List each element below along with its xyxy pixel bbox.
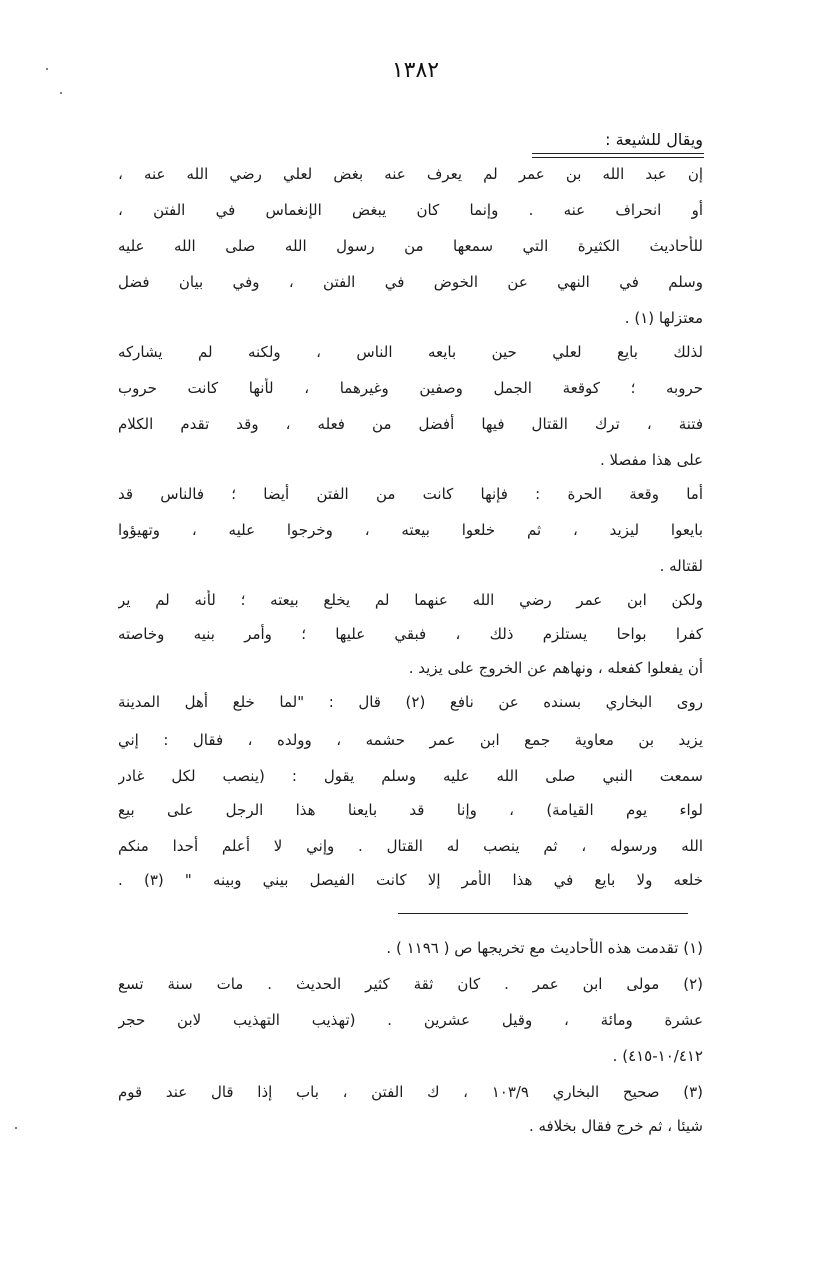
body-line: أن يفعلوا كفعله ، ونهاهم عن الخروج على يزيد . [408, 659, 703, 677]
body-line: فتنة ، ترك القتال فيها أفضل من فعله ، وقد تقدم الكلام [118, 415, 703, 433]
body-line: لواء يوم القيامة) ، وإنا قد بايعنا هذا الرجل على بيع [118, 801, 703, 819]
section-heading: ويقال للشيعة : [605, 130, 703, 149]
body-line: كفرا بواحا يستلزم ذلك ، فبقي عليها ؛ وأمر بنيه وخاصته [118, 625, 703, 643]
body-line: خلعه ولا بايع في هذا الأمر إلا كانت الفيصل بيني وبينه " (٣) . [118, 871, 703, 889]
body-line: أو انحراف عنه . وإنما كان يبغض الإنغماس في الفتن ، [118, 201, 703, 219]
footnote-separator [398, 913, 688, 914]
body-line: حروبه ؛ كوقعة الجمل وصفين وغيرهما ، لأنها كانت حروب [118, 379, 703, 397]
footnote-line: ١٠/٤١٢-٤١٥) . [612, 1047, 703, 1065]
heading-underline [532, 153, 704, 154]
footnote-line: شيئا ، ثم خرج فقال بخلافه . [528, 1117, 703, 1135]
body-line: معتزلها (١) . [624, 309, 703, 327]
footnote-line: عشرة ومائة ، وقيل عشرين . (تهذيب التهذيب لابن حجر [118, 1011, 703, 1029]
body-line: إن عبد الله بن عمر لم يعرف عنه بغض لعلي رضي الله عنه ، [118, 165, 703, 183]
body-line: يزيد بن معاوية جمع ابن عمر حشمه ، وولده ، فقال : إني [118, 731, 703, 749]
scan-speck [60, 92, 62, 94]
body-line: روى البخاري بسنده عن نافع (٢) قال : "لما خلع أهل المدينة [118, 693, 703, 711]
body-line: سمعت النبي صلى الله عليه وسلم يقول : (ينصب لكل غادر [118, 767, 703, 785]
body-line: لذلك بايع لعلي حين بايعه الناس ، ولكنه لم يشاركه [118, 343, 703, 361]
footnote-line: (٢) مولى ابن عمر . كان ثقة كثير الحديث . مات سنة تسع [118, 975, 703, 993]
body-line: الله ورسوله ، ثم ينصب له القتال . وإني لا أعلم أحدا منكم [118, 837, 703, 855]
page-number: ١٣٨٢ [391, 58, 440, 83]
body-line: ولكن ابن عمر رضي الله عنهما لم يخلع بيعته ؛ لأنه لم ير [118, 591, 703, 609]
footnote-line: (٣) صحيح البخاري ١٠٣/٩ ، ك الفتن ، باب إذا قال عند قوم [118, 1083, 703, 1101]
body-line: على هذا مفصلا . [599, 451, 703, 469]
footnote-line: (١) تقدمت هذه الأحاديث مع تخريجها ص ( ١١٩٦ ) . [386, 939, 703, 957]
body-line: لقتاله . [659, 557, 703, 575]
body-line: أما وقعة الحرة : فإنها كانت من الفتن أيضا ؛ فالناس قد [118, 485, 703, 503]
body-line: وسلم في النهي عن الخوض في الفتن ، وفي بيان فضل [118, 273, 703, 291]
body-line: بايعوا ليزيد ، ثم خلعوا بيعته ، وخرجوا عليه ، وتهيؤوا [118, 521, 703, 539]
body-line: للأحاديث الكثيرة التي سمعها من رسول الله صلى الله عليه [118, 237, 703, 255]
heading-underline [532, 157, 704, 158]
scan-speck [15, 1127, 17, 1129]
